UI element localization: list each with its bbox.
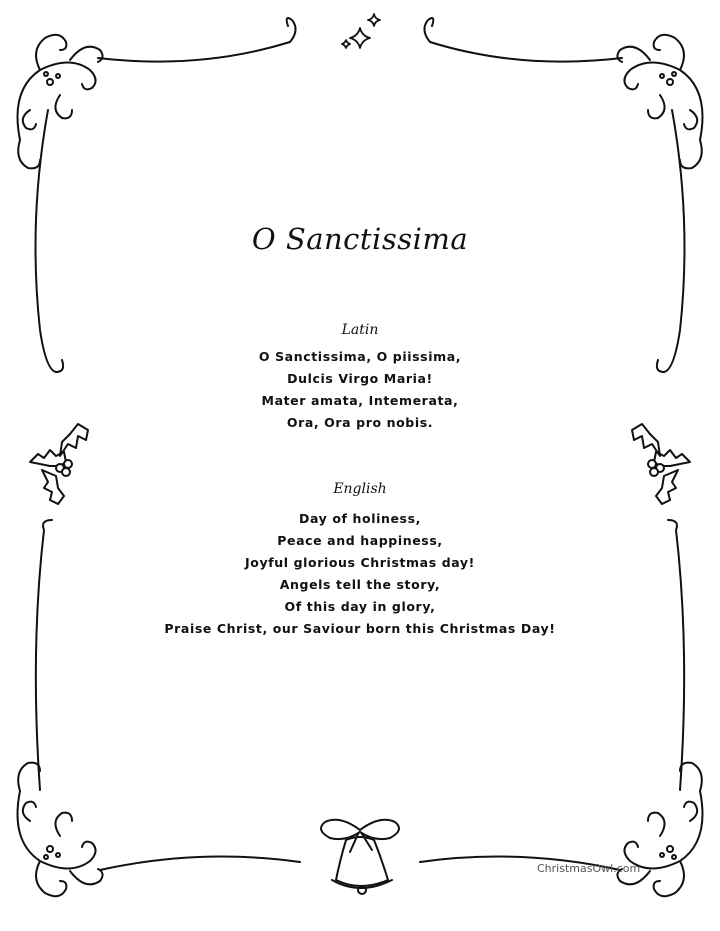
english-heading: English: [333, 481, 387, 497]
sparkle-star-icon: [342, 14, 380, 48]
verse-line: Angels tell the story,: [279, 577, 441, 592]
verse-line: Ora, Ora pro nobis.: [286, 415, 434, 430]
border-top-right-line: [424, 18, 622, 62]
verse-line: Praise Christ, our Saviour born this Christmas Day!: [164, 621, 556, 636]
swirl-corner-icon: [18, 763, 103, 897]
swirl-corner-icon: [617, 35, 702, 169]
swirl-corner-icon: [617, 763, 702, 897]
verse-line: Mater amata, Intemerata,: [261, 393, 459, 408]
latin-verse: [0, 346, 720, 434]
latin-heading: Latin: [341, 322, 379, 338]
verse-line: O Sanctissima, O piissima,: [258, 349, 462, 364]
verse-line: Joyful glorious Christmas day!: [245, 555, 475, 570]
verse-line: Day of holiness,: [299, 511, 421, 526]
border-bottom-left-line: [100, 857, 300, 870]
verse-line: Of this day in glory,: [284, 599, 436, 614]
verse-line: Dulcis Virgo Maria!: [287, 371, 433, 386]
english-verse: [0, 508, 720, 640]
swirl-corner-icon: [18, 35, 103, 169]
border-top-left-line: [98, 18, 296, 62]
site-credit: ChristmasOwl.com: [537, 862, 641, 875]
bell-with-bow-icon: [321, 820, 399, 894]
page-title: O Sanctissima: [251, 222, 469, 256]
verse-line: Peace and happiness,: [277, 533, 443, 548]
